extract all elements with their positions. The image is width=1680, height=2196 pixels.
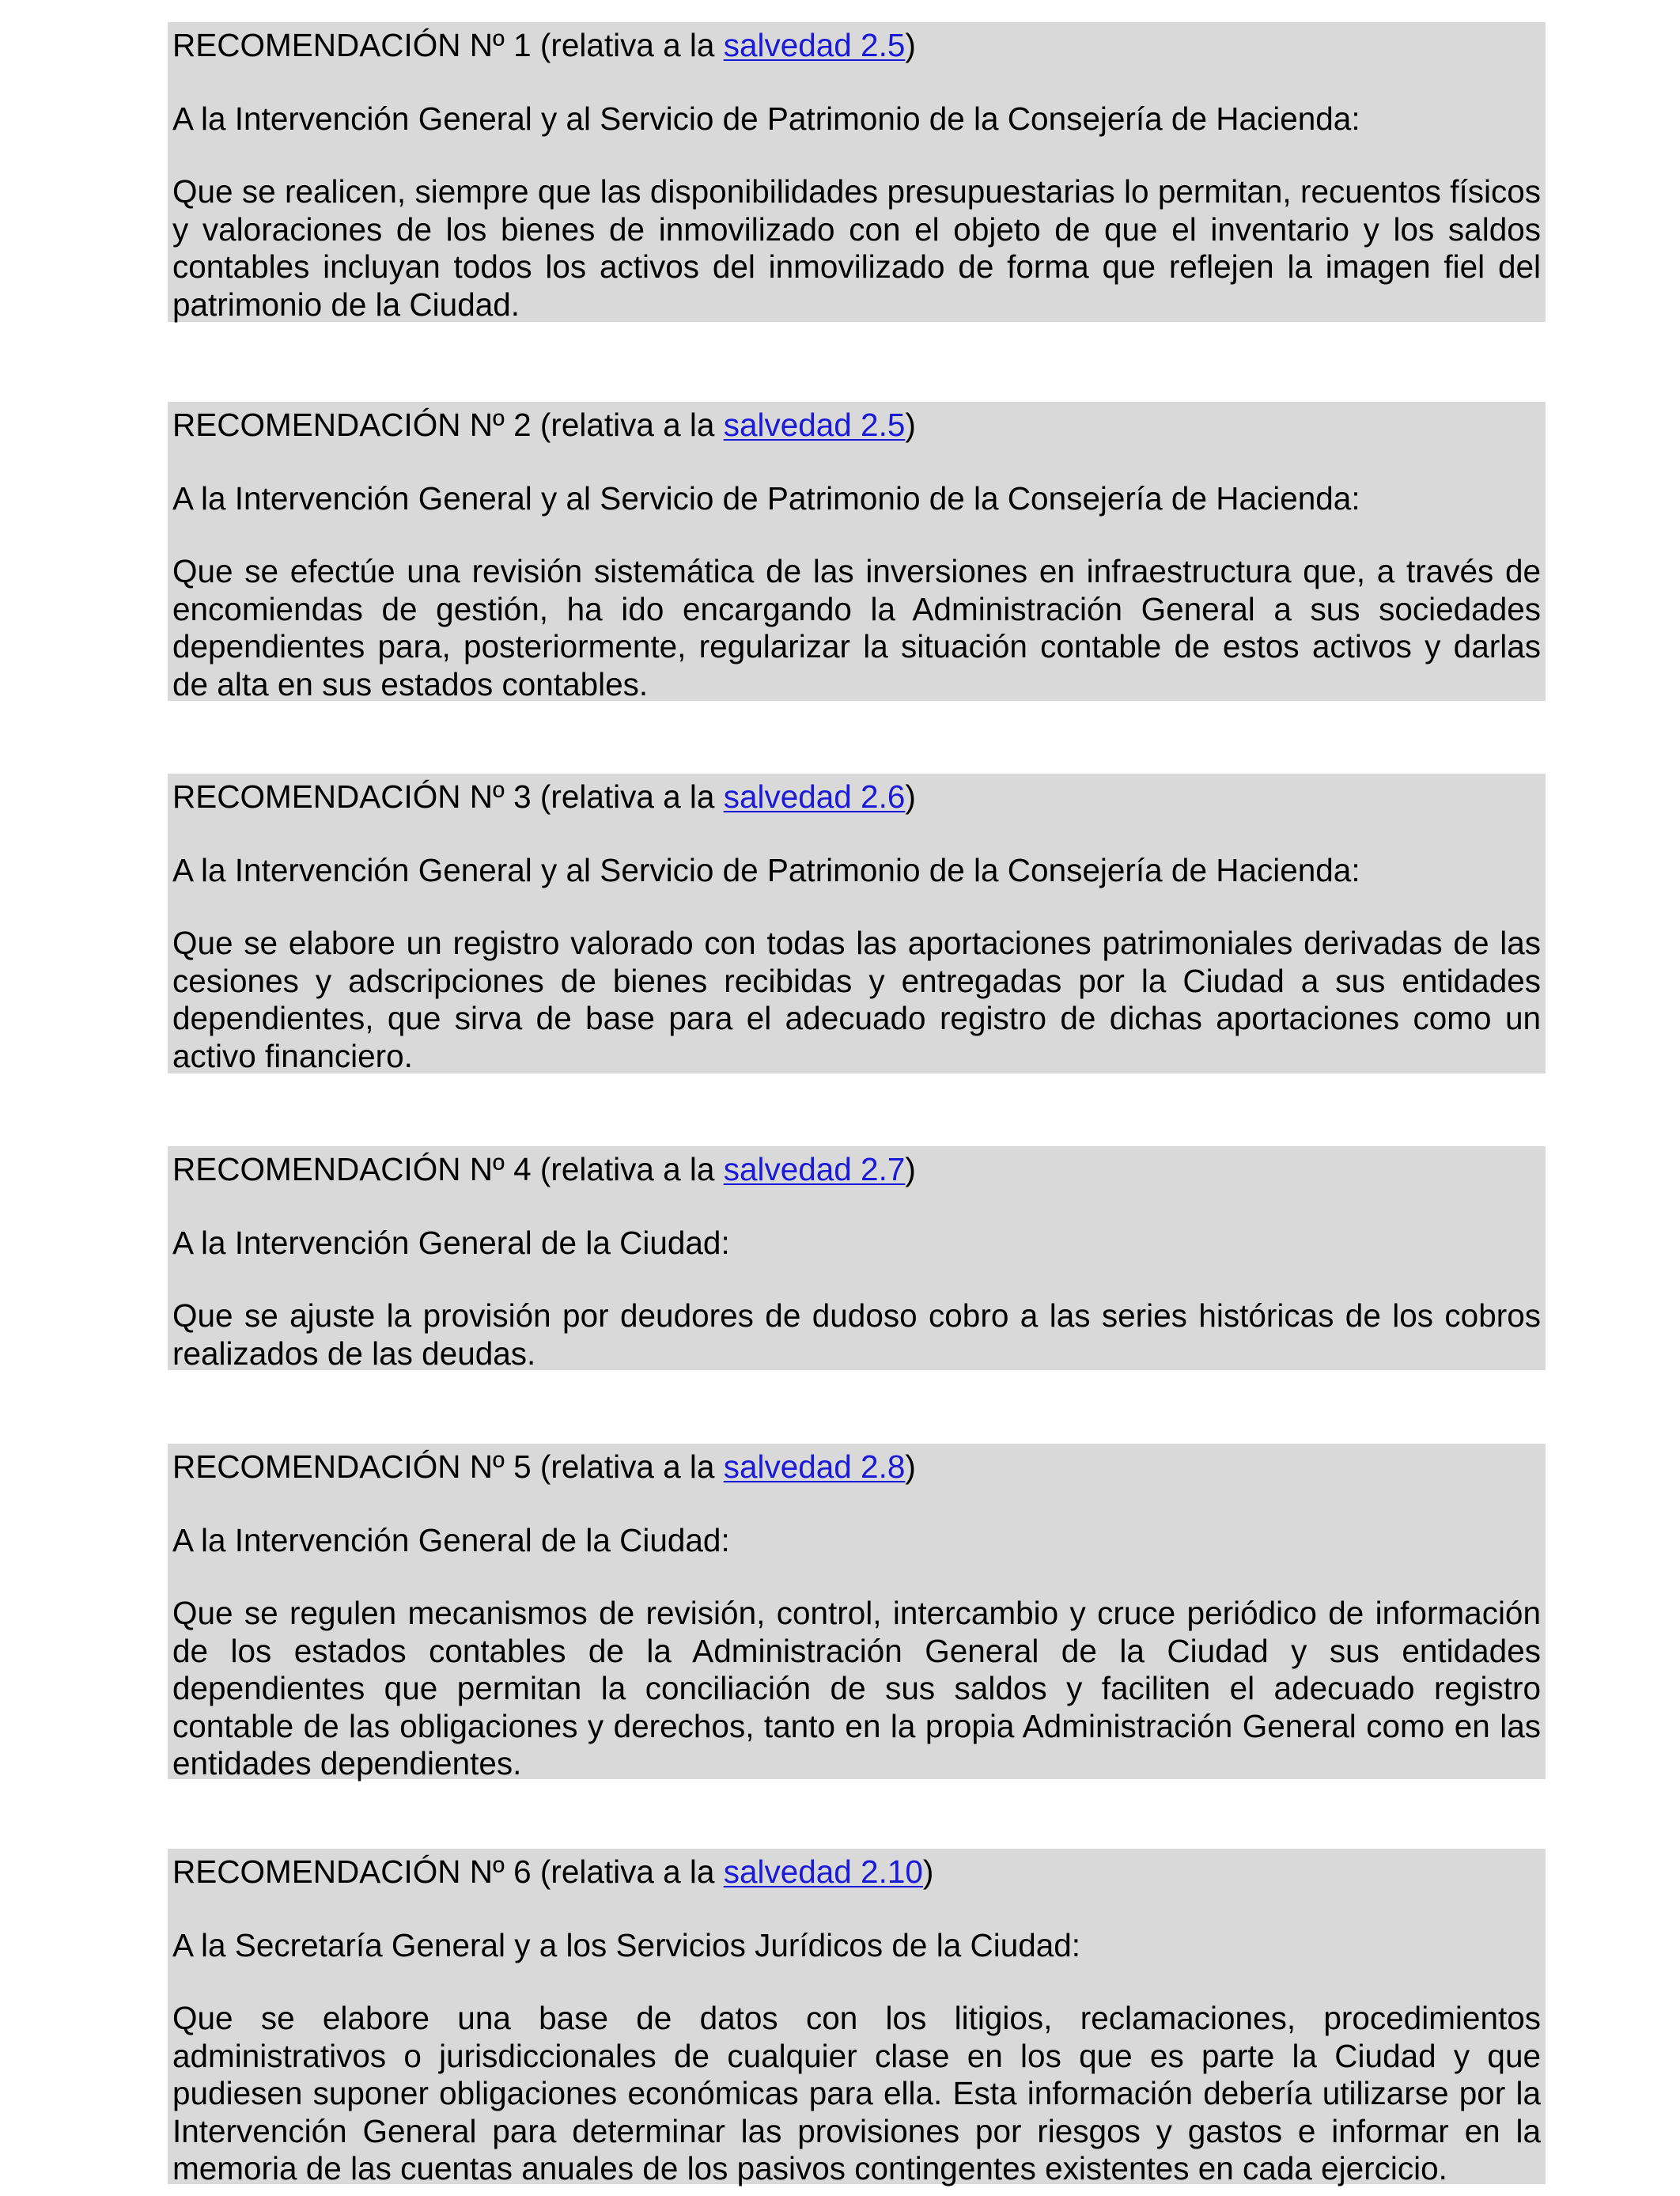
- heading-prefix: RECOMENDACIÓN Nº 3 (relativa a la: [172, 778, 724, 815]
- recommendation-block: [168, 774, 1546, 1073]
- heading-prefix: RECOMENDACIÓN Nº 2 (relativa a la: [172, 407, 724, 443]
- heading-suffix: ): [905, 1151, 916, 1187]
- heading-suffix: ): [905, 27, 916, 63]
- heading-suffix: ): [922, 1853, 934, 1890]
- heading-prefix: RECOMENDACIÓN Nº 5 (relativa a la: [172, 1448, 724, 1485]
- heading-suffix: ): [905, 778, 916, 815]
- heading-suffix: ): [905, 407, 916, 443]
- heading-prefix: RECOMENDACIÓN Nº 4 (relativa a la: [172, 1151, 724, 1187]
- recommendation-heading: [172, 778, 1541, 816]
- salvedad-link[interactable]: salvedad 2.5: [723, 27, 906, 63]
- recommendation-block: [168, 1849, 1546, 2187]
- recommendation-body: Que se ajuste la provisión por deudores de dudoso cobro a las series históricas de los cobros realizados de las deudas.: [172, 1297, 1541, 1372]
- recommendation-body: Que se realicen, siempre que las disponibilidades presupuestarias lo permitan, recuentos físicos y valoraciones de los bienes de inmovilizado con el objeto de que el inventario y los saldos contables incluyan todos los activos del inmovilizado de forma que reflejen la imagen fiel del patrimonio de la Ciudad.: [172, 173, 1541, 323]
- recommendation-addressee: A la Intervención General de la Ciudad:: [172, 1521, 730, 1558]
- recommendation-heading: [172, 1151, 1541, 1189]
- recommendation-body: Que se elabore una base de datos con los litigios, reclamaciones, procedimientos administrativos o jurisdiccionales de cualquier clase en los que es parte la Ciudad y que pudiesen suponer obligaciones económicas para ella. Esta información debería utilizarse por la Intervención General para determinar las provisiones por riesgos y gastos e informar en la memoria de las cuentas anuales de los pasivos contingentes existentes en cada ejercicio.: [172, 2000, 1541, 2187]
- recommendation-addressee: A la Intervención General y al Servicio de Patrimonio de la Consejería de Hacienda:: [172, 479, 1360, 517]
- recommendation-heading: [172, 1853, 1541, 1891]
- recommendation-block: [168, 1146, 1546, 1370]
- recommendation-addressee: A la Intervención General de la Ciudad:: [172, 1224, 730, 1261]
- recommendation-heading: [172, 407, 1541, 445]
- salvedad-link[interactable]: salvedad 2.5: [723, 407, 906, 443]
- recommendation-block: [168, 402, 1546, 701]
- recommendation-block: [168, 1444, 1546, 1779]
- recommendation-body: Que se efectúe una revisión sistemática de las inversiones en infraestructura que, a través de encomiendas de gestión, ha ido encargando la Administración General a sus sociedades dependientes para, posteriormente, regularizar la situación contable de estos activos y darlas de alta en sus estados contables.: [172, 553, 1541, 702]
- recommendation-heading: [172, 1448, 1541, 1486]
- salvedad-link[interactable]: salvedad 2.10: [723, 1853, 923, 1890]
- salvedad-link[interactable]: salvedad 2.8: [723, 1448, 906, 1485]
- recommendation-block: [168, 22, 1546, 322]
- recommendation-addressee: A la Secretaría General y a los Servicios Jurídicos de la Ciudad:: [172, 1926, 1081, 1963]
- salvedad-link[interactable]: salvedad 2.7: [723, 1151, 906, 1187]
- heading-prefix: RECOMENDACIÓN Nº 1 (relativa a la: [172, 27, 724, 63]
- recommendation-heading: [172, 27, 1541, 65]
- heading-suffix: ): [905, 1448, 916, 1485]
- recommendation-addressee: A la Intervención General y al Servicio de Patrimonio de la Consejería de Hacienda:: [172, 100, 1360, 137]
- recommendation-addressee: A la Intervención General y al Servicio de Patrimonio de la Consejería de Hacienda:: [172, 851, 1360, 888]
- heading-prefix: RECOMENDACIÓN Nº 6 (relativa a la: [172, 1853, 724, 1890]
- salvedad-link[interactable]: salvedad 2.6: [723, 778, 906, 815]
- recommendation-body: Que se elabore un registro valorado con todas las aportaciones patrimoniales derivadas de las cesiones y adscripciones de bienes recibidas y entregadas por la Ciudad a sus entidades dependientes, que sirva de base para el adecuado registro de dichas aportaciones como un activo financiero.: [172, 925, 1541, 1074]
- recommendation-body: Que se regulen mecanismos de revisión, control, intercambio y cruce periódico de información de los estados contables de la Administración General de la Ciudad y sus entidades dependientes que permitan la conciliación de sus saldos y faciliten el adecuado registro contable de las obligaciones y derechos, tanto en la propia Administración General como en las entidades dependientes.: [172, 1595, 1541, 1781]
